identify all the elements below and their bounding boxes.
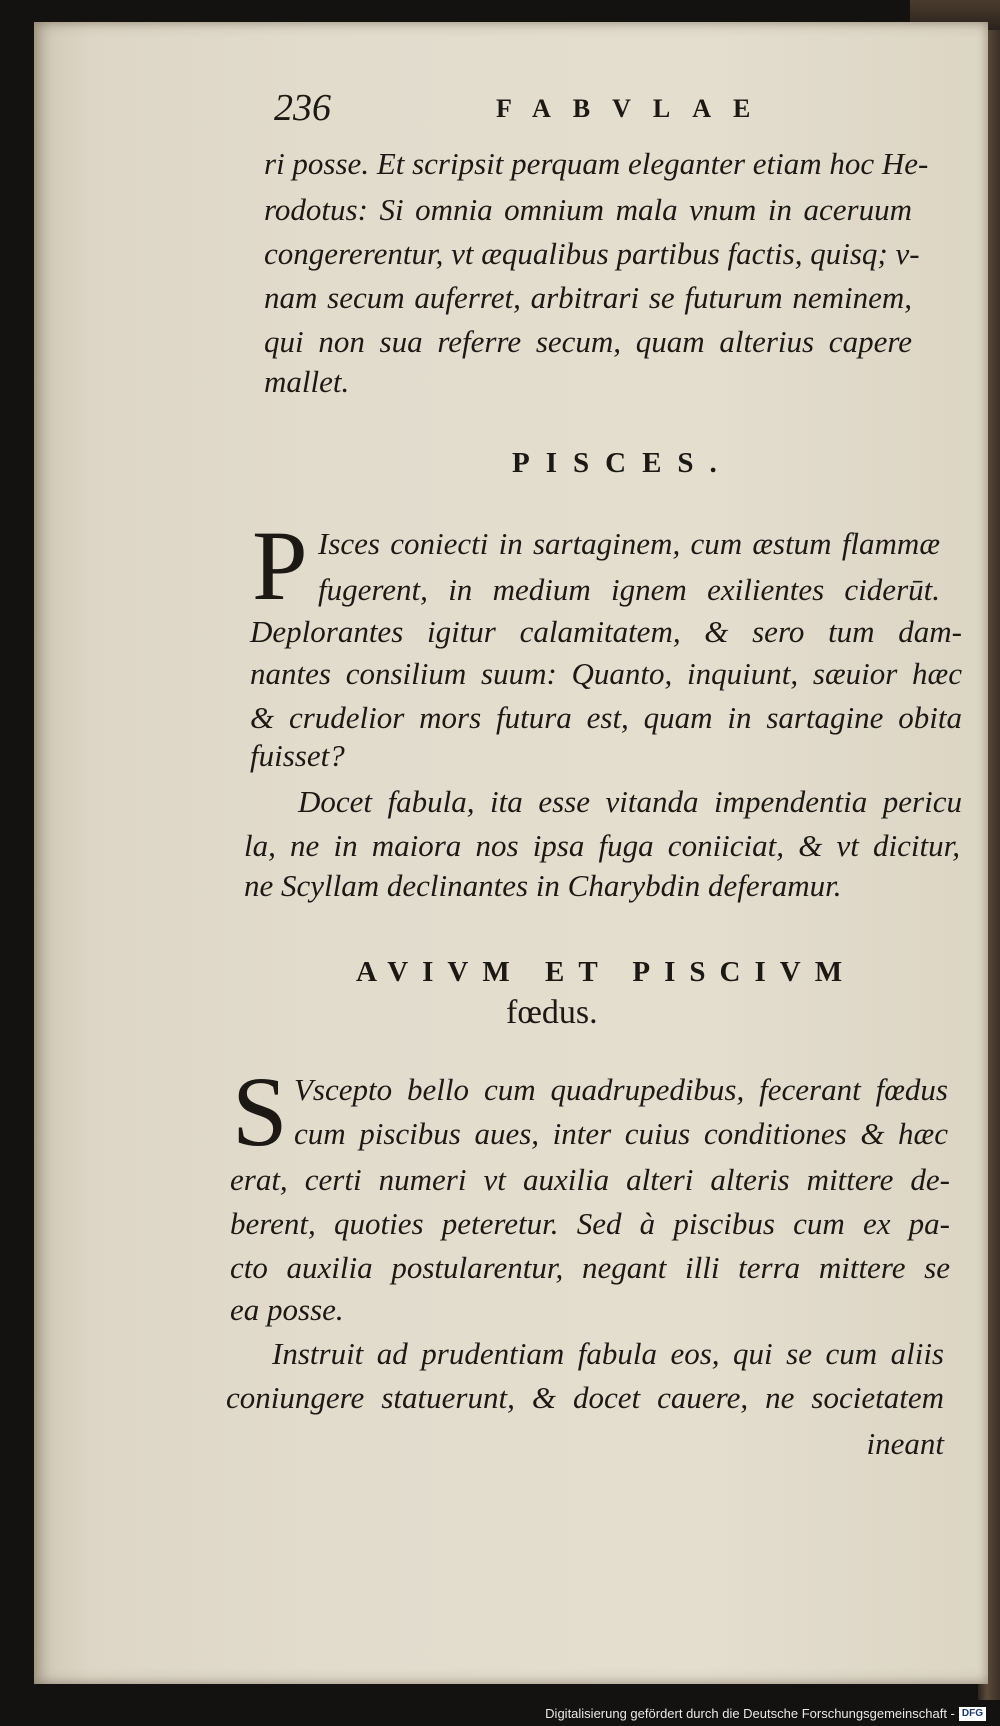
text-line: & crudelior mors futura est, quam in sartagine obita	[250, 700, 962, 735]
moral-line: Docet fabula, ita esse vitanda impendentia pericu	[298, 784, 962, 819]
text-line: qui non sua referre secum, quam alterius capere	[264, 324, 912, 359]
digitization-credit	[545, 1706, 986, 1721]
fable-title: AVIVM ET PISCIVM	[356, 956, 857, 988]
text-line: Deplorantes igitur calamitatem, & sero tum dam-	[250, 614, 962, 649]
text-line: fugerent, in medium ignem exilientes ciderūt.	[318, 572, 940, 607]
credit-text: Digitalisierung gefördert durch die Deutsche Forschungsgemeinschaft -	[545, 1706, 955, 1721]
text-line: Vscepto bello cum quadrupedibus, fecerant fœdus	[294, 1072, 948, 1107]
page-header	[274, 86, 914, 136]
fable-title: PISCES.	[512, 447, 733, 479]
text-line: cum piscibus aues, inter cuius conditiones & hæc	[294, 1116, 948, 1151]
text-line: erat, certi numeri vt auxilia alteri alteris mittere de-	[230, 1162, 950, 1197]
text-line: berent, quoties peteretur. Sed à piscibus cum ex pa-	[230, 1206, 950, 1241]
fable-subtitle: fœdus.	[506, 994, 598, 1031]
drop-cap: P	[252, 510, 308, 621]
text-line: fuisset?	[250, 738, 345, 773]
moral-line: ne Scyllam declinantes in Charybdin deferamur.	[244, 868, 842, 903]
text-line: cto auxilia postularentur, negant illi terra mittere se	[230, 1250, 950, 1285]
text-line: rodotus: Si omnia omnium mala vnum in aceruum	[264, 192, 912, 227]
moral-line: coniungere statuerunt, & docet cauere, ne societatem	[226, 1380, 944, 1415]
text-line: ri posse. Et scripsit perquam eleganter etiam hoc He-	[264, 146, 929, 181]
text-line: ea posse.	[230, 1292, 344, 1327]
text-line: mallet.	[264, 364, 350, 399]
moral-line: la, ne in maiora nos ipsa fuga coniiciat, & vt dicitur,	[244, 828, 960, 863]
text-line: nam secum auferret, arbitrari se futurum neminem,	[264, 280, 912, 315]
text-line: nantes consilium suum: Quanto, inquiunt, sæuior hæc	[250, 656, 962, 691]
text-line: congererentur, vt æqualibus partibus factis, quisq; v-	[264, 236, 920, 271]
moral-line: Instruit ad prudentiam fabula eos, qui se cum aliis	[272, 1336, 944, 1371]
page-number: 236	[274, 87, 331, 129]
drop-cap: S	[232, 1056, 288, 1167]
dfg-logo: DFG	[959, 1707, 986, 1721]
moral-line: ineant	[866, 1426, 944, 1461]
text-line: Isces coniecti in sartaginem, cum æstum flammæ	[318, 526, 940, 561]
running-title: FABVLAE	[496, 94, 773, 123]
